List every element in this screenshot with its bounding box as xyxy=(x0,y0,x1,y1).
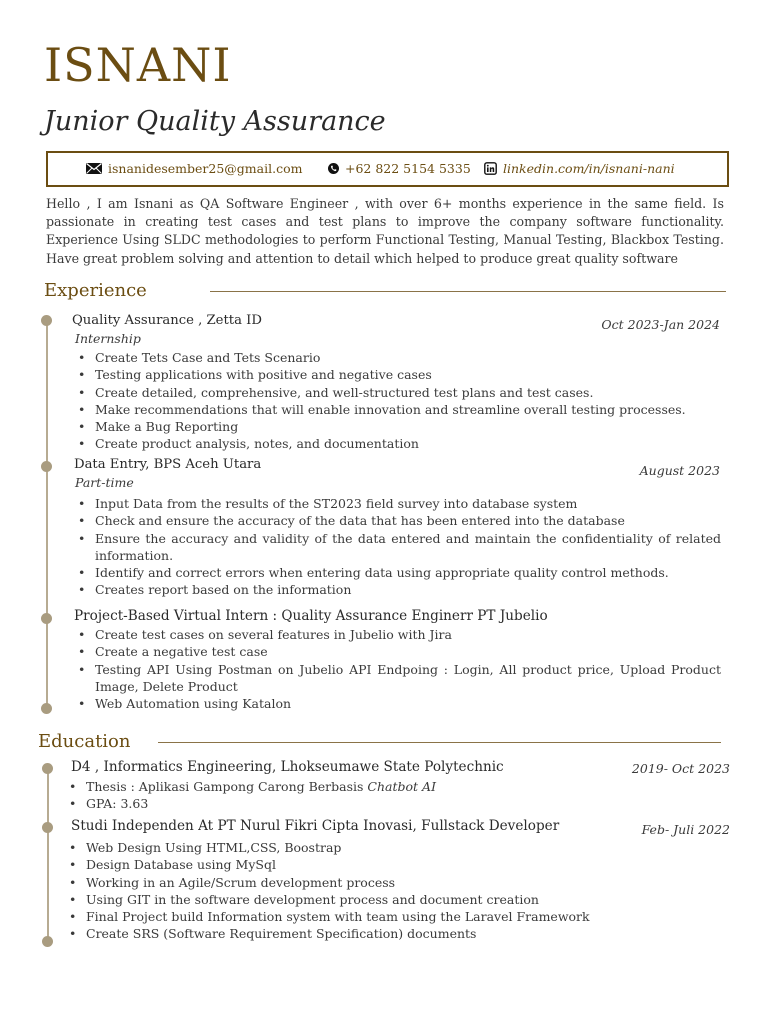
list-item: • Web Design Using HTML,CSS, Boostrap xyxy=(66,839,726,856)
timeline-dot xyxy=(42,822,53,833)
list-item: • Create Tets Case and Tets Scenario xyxy=(75,349,721,366)
timeline-dot xyxy=(41,613,52,624)
education-date: 2019- Oct 2023 xyxy=(631,761,730,776)
job-subtitle: Part-time xyxy=(75,475,134,490)
job-bullets xyxy=(75,349,721,453)
job-subtitle: Internship xyxy=(75,331,141,346)
list-item: • Web Automation using Katalon xyxy=(75,695,721,712)
list-item: • Creates report based on the information xyxy=(75,581,721,598)
list-item: • Using GIT in the software development process and document creation xyxy=(66,891,726,908)
envelope-icon xyxy=(86,162,102,177)
resume-role: Junior Quality Assurance xyxy=(44,106,386,137)
list-item: • Create product analysis, notes, and documentation xyxy=(75,435,721,452)
contact-phone[interactable] xyxy=(328,161,471,177)
job-bullets xyxy=(75,626,721,712)
experience-timeline xyxy=(46,321,48,709)
education-title: Studi Independen At PT Nurul Fikri Cipta Inovasi, Fullstack Developer xyxy=(71,818,560,834)
education-heading: Education xyxy=(38,731,131,752)
timeline-dot xyxy=(41,703,52,714)
thesis-italic: Chatbot AI xyxy=(367,779,437,794)
list-item: • Identify and correct errors when entering data using appropriate quality control methods. xyxy=(75,564,721,581)
list-item: • Working in an Agile/Scrum development process xyxy=(66,874,726,891)
list-item: • Create detailed, comprehensive, and well-structured test plans and test cases. xyxy=(75,384,721,401)
job-title: Data Entry, BPS Aceh Utara xyxy=(74,457,262,472)
experience-heading: Experience xyxy=(44,280,147,301)
job-bullets xyxy=(75,495,721,599)
contact-bar xyxy=(46,151,729,187)
education-bullets xyxy=(66,778,726,813)
timeline-dot xyxy=(42,936,53,947)
resume-name: ISNANI xyxy=(44,38,232,92)
job-title: Quality Assurance , Zetta ID xyxy=(72,313,262,328)
job-date: August 2023 xyxy=(639,463,720,478)
education-bullets xyxy=(66,839,726,943)
job-title: Project-Based Virtual Intern : Quality Assurance Enginerr PT Jubelio xyxy=(74,608,548,624)
contact-phone-text[interactable]: +62 822 5154 5335 xyxy=(345,161,471,176)
thesis-text: Thesis : Aplikasi Gampong Carong Berbasis xyxy=(86,779,368,794)
contact-email[interactable] xyxy=(86,161,302,177)
phone-icon xyxy=(328,162,339,177)
job-date: Oct 2023-Jan 2024 xyxy=(601,317,720,332)
list-item: • Input Data from the results of the ST2023 field survey into database system xyxy=(75,495,721,512)
list-item: • Design Database using MySql xyxy=(66,856,726,873)
education-title: D4 , Informatics Engineering, Lhokseumawe State Polytechnic xyxy=(71,759,504,775)
timeline-dot xyxy=(42,763,53,774)
education-date: Feb- Juli 2022 xyxy=(641,822,730,837)
list-item: • Create SRS (Software Requirement Specification) documents xyxy=(66,925,726,942)
timeline-dot xyxy=(41,461,52,472)
list-item: • Create a negative test case xyxy=(75,643,721,660)
linkedin-icon xyxy=(484,162,497,178)
education-timeline xyxy=(47,769,49,941)
education-divider xyxy=(158,742,721,743)
list-item: • Ensure the accuracy and validity of the data entered and maintain the confidentiality of related information. xyxy=(75,530,721,565)
list-item: • Final Project build Information system with team using the Laravel Framework xyxy=(66,908,726,925)
list-item: • Testing applications with positive and negative cases xyxy=(75,366,721,383)
list-item: • Testing API Using Postman on Jubelio API Endpoing : Login, All product price, Upload Product Image, Delete Product xyxy=(75,661,721,696)
contact-linkedin[interactable] xyxy=(484,161,675,178)
timeline-dot xyxy=(41,315,52,326)
list-item xyxy=(66,778,726,795)
list-item: • GPA: 3.63 xyxy=(66,795,726,812)
contact-linkedin-text[interactable]: linkedin.com/in/isnani-nani xyxy=(503,161,675,176)
list-item: • Check and ensure the accuracy of the data that has been entered into the database xyxy=(75,512,721,529)
contact-email-text[interactable]: isnanidesember25@gmail.com xyxy=(108,161,303,176)
summary-paragraph: Hello , I am Isnani as QA Software Engineer , with over 6+ months experience in the same field. Is passionate in creating test cases and test plans to improve the company software functionality. Experience Using SLDC methodologies to perform Functional Testing, Manual Testing, Blackbox Testing. Have great problem solving and attention to detail which helped to produce great quality software xyxy=(46,196,724,266)
list-item: • Make recommendations that will enable innovation and streamline overall testing processes. xyxy=(75,401,721,418)
list-item: • Create test cases on several features in Jubelio with Jira xyxy=(75,626,721,643)
experience-divider xyxy=(210,291,726,292)
list-item: • Make a Bug Reporting xyxy=(75,418,721,435)
